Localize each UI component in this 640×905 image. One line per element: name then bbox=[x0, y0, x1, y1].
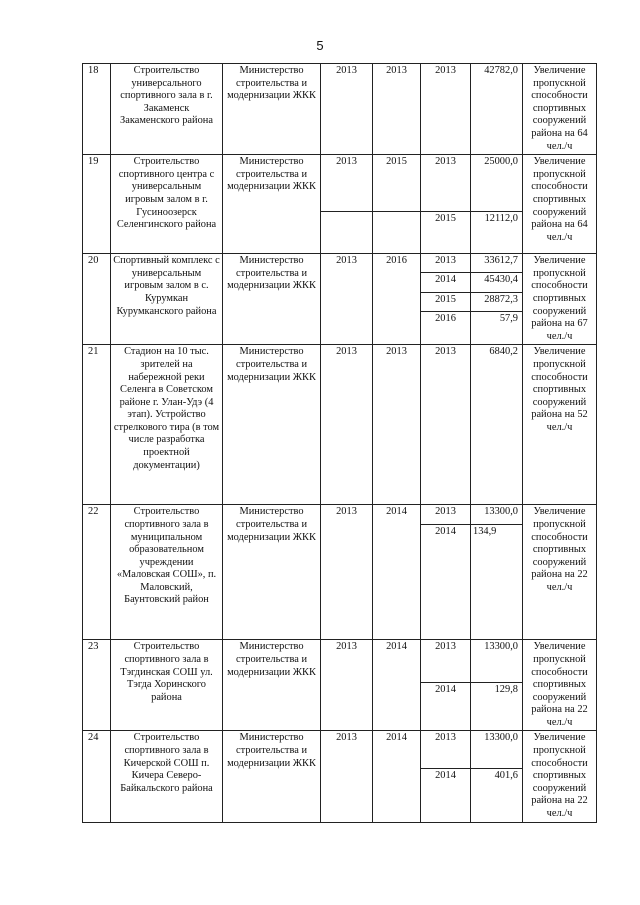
result: Увеличение пропускной способности спортивных сооружений района на 22 чел./ч bbox=[523, 731, 597, 822]
result: Увеличение пропускной способности спортивных сооружений района на 52 чел./ч bbox=[523, 345, 597, 505]
end-year: 2014 bbox=[373, 640, 421, 731]
result: Увеличение пропускной способности спортивных сооружений района на 64 чел./ч bbox=[523, 64, 597, 155]
funding-amount: 129,8 bbox=[471, 682, 523, 731]
row-number: 21 bbox=[83, 345, 111, 505]
project-name: Строительство спортивного зала в муниципальном образовательном учреждении «Маловская СОШ», п. Маловский, Баунтовский район bbox=[111, 505, 223, 640]
funding-year: 2013 bbox=[421, 254, 471, 273]
project-name: Строительство универсального спортивного зала в г. Закаменск Закаменского района bbox=[111, 64, 223, 155]
row-number: 22 bbox=[83, 505, 111, 640]
funding-amount: 13300,0 bbox=[471, 505, 523, 525]
result: Увеличение пропускной способности спортивных сооружений района на 67 чел./ч bbox=[523, 254, 597, 345]
funding-amount: 33612,7 bbox=[471, 254, 523, 273]
start-year: 2013 bbox=[321, 155, 373, 212]
ministry: Министерство строительства и модернизации ЖКК bbox=[223, 345, 321, 505]
funding-year: 2013 bbox=[421, 731, 471, 769]
ministry: Министерство строительства и модернизации ЖКК bbox=[223, 505, 321, 640]
funding-year: 2015 bbox=[421, 292, 471, 311]
funding-year: 2013 bbox=[421, 345, 471, 505]
start-year: 2013 bbox=[321, 731, 373, 822]
table-row bbox=[83, 505, 597, 525]
table-row bbox=[83, 731, 597, 769]
funding-year: 2014 bbox=[421, 525, 471, 640]
page-number: 5 bbox=[316, 38, 324, 53]
project-name: Строительство спортивного зала в Тэгдинская СОШ ул. Тэгда Хоринского района bbox=[111, 640, 223, 731]
ministry: Министерство строительства и модернизации ЖКК bbox=[223, 731, 321, 822]
funding-amount: 25000,0 bbox=[471, 155, 523, 212]
program-table bbox=[82, 63, 597, 823]
ministry: Министерство строительства и модернизации ЖКК bbox=[223, 155, 321, 254]
funding-amount: 134,9 bbox=[471, 525, 523, 640]
table-row bbox=[83, 345, 597, 505]
funding-amount: 45430,4 bbox=[471, 273, 523, 292]
funding-amount: 401,6 bbox=[471, 769, 523, 822]
start-year: 2013 bbox=[321, 254, 373, 345]
row-number: 18 bbox=[83, 64, 111, 155]
funding-year: 2014 bbox=[421, 682, 471, 731]
funding-amount: 57,9 bbox=[471, 312, 523, 345]
row-number: 19 bbox=[83, 155, 111, 254]
table-row bbox=[83, 640, 597, 683]
funding-amount: 13300,0 bbox=[471, 731, 523, 769]
funding-year: 2014 bbox=[421, 769, 471, 822]
end-year: 2015 bbox=[373, 155, 421, 212]
project-name: Строительство спортивного зала в Кичерской СОШ п. Кичера Северо-Байкальского района bbox=[111, 731, 223, 822]
start-year: 2013 bbox=[321, 640, 373, 731]
result: Увеличение пропускной способности спортивных сооружений района на 22 чел./ч bbox=[523, 640, 597, 731]
funding-year: 2014 bbox=[421, 273, 471, 292]
end-year: 2013 bbox=[373, 64, 421, 155]
end-year: 2014 bbox=[373, 505, 421, 640]
funding-year: 2013 bbox=[421, 155, 471, 212]
project-name: Стадион на 10 тыс. зрителей на набережной реки Селенга в Советском районе г. Улан-Удэ (4 этап). Устройство стрелкового тира (в том числе разработка проектной документации) bbox=[111, 345, 223, 505]
funding-year: 2013 bbox=[421, 505, 471, 525]
funding-year: 2016 bbox=[421, 312, 471, 345]
start-year: 2013 bbox=[321, 505, 373, 640]
end-year: 2013 bbox=[373, 345, 421, 505]
start-year: 2013 bbox=[321, 64, 373, 155]
funding-year: 2013 bbox=[421, 640, 471, 683]
table-row bbox=[83, 254, 597, 273]
funding-amount: 13300,0 bbox=[471, 640, 523, 683]
funding-amount: 42782,0 bbox=[471, 64, 523, 155]
funding-amount: 28872,3 bbox=[471, 292, 523, 311]
funding-year: 2013 bbox=[421, 64, 471, 155]
result: Увеличение пропускной способности спортивных сооружений района на 64 чел./ч bbox=[523, 155, 597, 254]
table-row bbox=[83, 155, 597, 212]
table-row bbox=[83, 64, 597, 155]
row-number: 24 bbox=[83, 731, 111, 822]
start-year: 2013 bbox=[321, 345, 373, 505]
ministry: Министерство строительства и модернизации ЖКК bbox=[223, 640, 321, 731]
funding-year: 2015 bbox=[421, 212, 471, 254]
result: Увеличение пропускной способности спортивных сооружений района на 22 чел./ч bbox=[523, 505, 597, 640]
ministry: Министерство строительства и модернизации ЖКК bbox=[223, 64, 321, 155]
end-year: 2014 bbox=[373, 731, 421, 822]
funding-amount: 12112,0 bbox=[471, 212, 523, 254]
funding-amount: 6840,2 bbox=[471, 345, 523, 505]
project-name: Спортивный комплекс с универсальным игровым залом в с. Курумкан Курумканского района bbox=[111, 254, 223, 345]
ministry: Министерство строительства и модернизации ЖКК bbox=[223, 254, 321, 345]
project-name: Строительство спортивного центра с универсальным игровым залом в г. Гусиноозерск Селенгинского района bbox=[111, 155, 223, 254]
end-year: 2016 bbox=[373, 254, 421, 345]
row-number: 20 bbox=[83, 254, 111, 345]
row-number: 23 bbox=[83, 640, 111, 731]
